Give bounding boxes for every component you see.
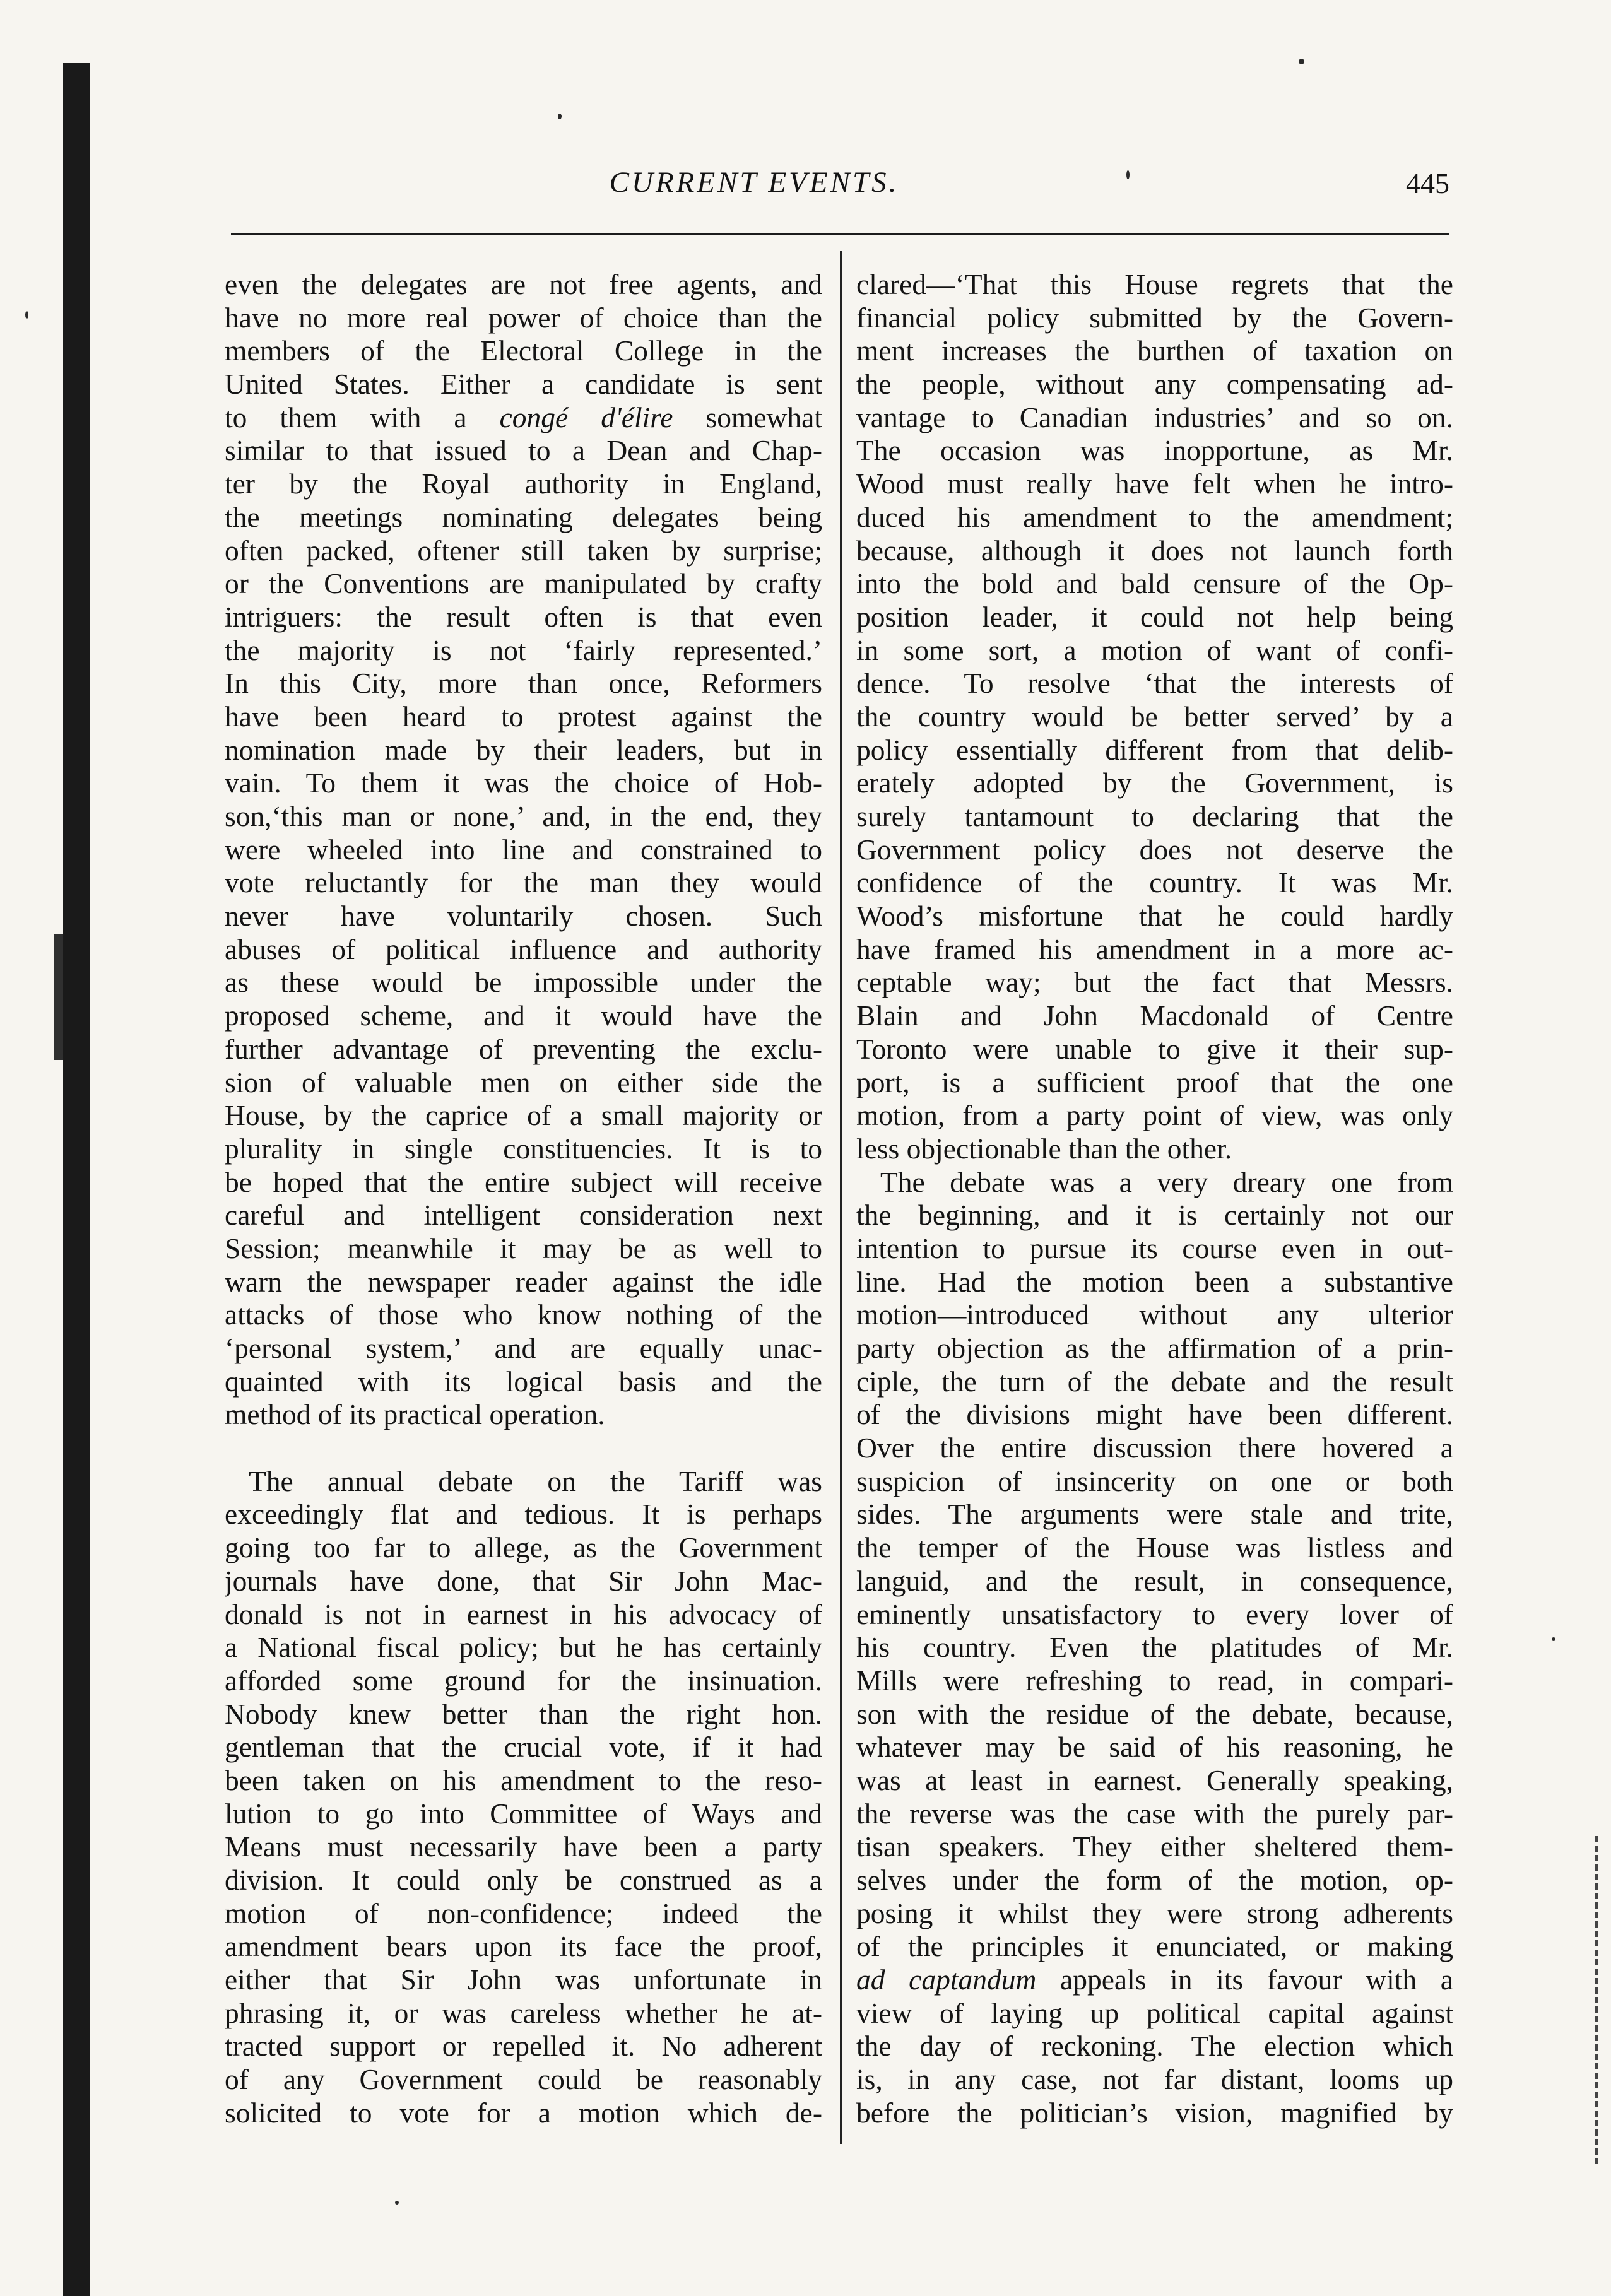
text-line: the country would be better served’ by a bbox=[856, 700, 1453, 733]
text-line: House, by the caprice of a small majority or bbox=[225, 1099, 822, 1132]
text-line: Government policy does not deserve the bbox=[856, 833, 1453, 866]
text-line: in some sort, a motion of want of confi- bbox=[856, 633, 1453, 666]
paragraph-gap bbox=[225, 1432, 822, 1465]
text-line: vain. To them it was the choice of Hob- bbox=[225, 767, 822, 799]
text-line: be hoped that the entire subject will receive bbox=[225, 1165, 822, 1198]
scan-binding-edge bbox=[63, 63, 90, 2296]
text-line: party objection as the affirmation of a prin- bbox=[856, 1332, 1453, 1364]
left-column bbox=[225, 268, 822, 2130]
text-line: line. Had the motion been a substantive bbox=[856, 1265, 1453, 1298]
text-line: Wood’s misfortune that he could hardly bbox=[856, 900, 1453, 933]
text-line: sion of valuable men on either side the bbox=[225, 1066, 822, 1098]
text-line: the beginning, and it is certainly not our bbox=[856, 1199, 1453, 1232]
text-line: erately adopted by the Government, is bbox=[856, 767, 1453, 799]
text-line bbox=[856, 1963, 1453, 1997]
text-line: of the divisions might have been different. bbox=[856, 1398, 1453, 1431]
scan-speck bbox=[395, 2201, 399, 2205]
text-line: motion of non-confidence; indeed the bbox=[225, 1897, 822, 1929]
text-line: before the politician’s vision, magnified by bbox=[856, 2096, 1453, 2129]
text-line: have no more real power of choice than the bbox=[225, 301, 822, 334]
text-line: eminently unsatisfactory to every lover of bbox=[856, 1598, 1453, 1630]
text-line: policy essentially different from that delib- bbox=[856, 733, 1453, 766]
text-line: the majority is not ‘fairly represented.’ bbox=[225, 633, 822, 666]
text-line: Toronto were unable to give it their sup- bbox=[856, 1032, 1453, 1065]
text-line: further advantage of preventing the exclu- bbox=[225, 1032, 822, 1065]
text-line: solicited to vote for a motion which de- bbox=[225, 2096, 822, 2129]
text-line: The occasion was inopportune, as Mr. bbox=[856, 434, 1453, 467]
text-line: view of laying up political capital against bbox=[856, 1996, 1453, 2029]
text-line: dence. To resolve ‘that the interests of bbox=[856, 667, 1453, 700]
text-line: clared—‘That this House regrets that the bbox=[856, 268, 1453, 300]
text-line: suspicion of insincerity on one or both bbox=[856, 1464, 1453, 1497]
text-line: amendment bears upon its face the proof, bbox=[225, 1930, 822, 1963]
scan-margin-marks bbox=[1595, 1836, 1602, 2164]
text-line: In this City, more than once, Reformers bbox=[225, 667, 822, 700]
scan-binding-stain bbox=[54, 934, 63, 1060]
text-line: is, in any case, not far distant, looms up bbox=[856, 2063, 1453, 2096]
text-line: going too far to allege, as the Government bbox=[225, 1531, 822, 1564]
right-column bbox=[856, 268, 1453, 2130]
text-line: port, is a sufficient proof that the one bbox=[856, 1066, 1453, 1098]
text-line: United States. Either a candidate is sent bbox=[225, 368, 822, 401]
text-line: often packed, oftener still taken by surprise; bbox=[225, 534, 822, 567]
text-line: either that Sir John was unfortunate in bbox=[225, 1963, 822, 1996]
column-divider bbox=[840, 251, 842, 2144]
text-line: proposed scheme, and it would have the bbox=[225, 999, 822, 1032]
text-line: similar to that issued to a Dean and Chap- bbox=[225, 434, 822, 467]
text-line: warn the newspaper reader against the idle bbox=[225, 1265, 822, 1298]
scan-speck bbox=[1552, 1637, 1555, 1641]
text-line: been taken on his amendment to the reso- bbox=[225, 1763, 822, 1796]
text-line: The annual debate on the Tariff was bbox=[249, 1464, 822, 1497]
scan-speck bbox=[1126, 170, 1130, 179]
text-line: Nobody knew better than the right hon. bbox=[225, 1697, 822, 1730]
text-line: the meetings nominating delegates being bbox=[225, 500, 822, 533]
text-line: surely tantamount to declaring that the bbox=[856, 800, 1453, 832]
text-line: financial policy submitted by the Govern- bbox=[856, 301, 1453, 334]
scan-speck bbox=[25, 311, 28, 319]
text-line: ‘personal system,’ and are equally unac- bbox=[225, 1332, 822, 1364]
text-line: have framed his amendment in a more ac- bbox=[856, 933, 1453, 965]
text-line: were wheeled into line and constrained to bbox=[225, 833, 822, 866]
text-segment: to them with a bbox=[225, 401, 500, 433]
text-line: the day of reckoning. The election which bbox=[856, 2030, 1453, 2063]
text-line: sides. The arguments were stale and trite, bbox=[856, 1498, 1453, 1531]
italic-phrase: ad captandum bbox=[856, 1963, 1037, 1996]
text-line: the reverse was the case with the purely par- bbox=[856, 1797, 1453, 1830]
text-line: Means must necessarily have been a party bbox=[225, 1830, 822, 1863]
header-rule bbox=[231, 233, 1449, 235]
text-line: careful and intelligent consideration next bbox=[225, 1199, 822, 1232]
text-line: journals have done, that Sir John Mac- bbox=[225, 1564, 822, 1597]
text-line: vantage to Canadian industries’ and so on. bbox=[856, 401, 1453, 433]
text-line: afforded some ground for the insinuation. bbox=[225, 1664, 822, 1697]
text-line: motion, from a party point of view, was only bbox=[856, 1099, 1453, 1132]
text-line: phrasing it, or was careless whether he at- bbox=[225, 1996, 822, 2029]
text-line: position leader, it could not help being bbox=[856, 600, 1453, 633]
text-line: members of the Electoral College in the bbox=[225, 334, 822, 367]
text-line: attacks of those who know nothing of the bbox=[225, 1298, 822, 1331]
text-line: method of its practical operation. bbox=[225, 1398, 605, 1431]
text-line: division. It could only be construed as a bbox=[225, 1864, 822, 1896]
text-line: into the bold and bald censure of the Op- bbox=[856, 567, 1453, 600]
text-line: Session; meanwhile it may be as well to bbox=[225, 1232, 822, 1264]
text-line: abuses of political influence and authority bbox=[225, 933, 822, 965]
text-line: nomination made by their leaders, but in bbox=[225, 733, 822, 766]
text-line bbox=[225, 401, 822, 435]
page-number: 445 bbox=[1406, 167, 1449, 199]
text-line: was at least in earnest. Generally speaking, bbox=[856, 1763, 1453, 1796]
text-line: his country. Even the platitudes of Mr. bbox=[856, 1631, 1453, 1664]
text-line: intriguers: the result often is that even bbox=[225, 600, 822, 633]
text-segment: somewhat bbox=[673, 401, 822, 433]
text-line: donald is not in earnest in his advocacy of bbox=[225, 1598, 822, 1630]
text-line: Over the entire discussion there hovered a bbox=[856, 1432, 1453, 1464]
text-line: whatever may be said of his reasoning, he bbox=[856, 1731, 1453, 1763]
text-line: ceptable way; but the fact that Messrs. bbox=[856, 966, 1453, 999]
scan-speck bbox=[1299, 59, 1304, 64]
italic-phrase: congé d'élire bbox=[499, 401, 673, 433]
text-line: vote reluctantly for the man they would bbox=[225, 866, 822, 899]
text-line: Mills were refreshing to read, in compari- bbox=[856, 1664, 1453, 1697]
scan-speck bbox=[558, 114, 562, 119]
text-line: plurality in single constituencies. It is to bbox=[225, 1132, 822, 1165]
text-line: the people, without any compensating ad- bbox=[856, 368, 1453, 401]
text-line: Blain and John Macdonald of Centre bbox=[856, 999, 1453, 1032]
text-line: ciple, the turn of the debate and the result bbox=[856, 1365, 1453, 1398]
text-line: as these would be impossible under the bbox=[225, 966, 822, 999]
text-line: ment increases the burthen of taxation on bbox=[856, 334, 1453, 367]
running-title: CURRENT EVENTS. bbox=[609, 166, 899, 199]
text-line: tisan speakers. They either sheltered them- bbox=[856, 1830, 1453, 1863]
text-segment: appeals in its favour with a bbox=[1036, 1963, 1453, 1996]
text-line: of the principles it enunciated, or making bbox=[856, 1930, 1453, 1963]
text-line: motion—introduced without any ulterior bbox=[856, 1298, 1453, 1331]
text-line: tracted support or repelled it. No adherent bbox=[225, 2030, 822, 2063]
text-line: confidence of the country. It was Mr. bbox=[856, 866, 1453, 899]
text-line: lution to go into Committee of Ways and bbox=[225, 1797, 822, 1830]
text-line: Wood must really have felt when he intro- bbox=[856, 468, 1453, 500]
text-line: son,‘this man or none,’ and, in the end, they bbox=[225, 800, 822, 832]
text-line: posing it whilst they were strong adherents bbox=[856, 1897, 1453, 1929]
text-line: The debate was a very dreary one from bbox=[880, 1165, 1453, 1198]
text-line: never have voluntarily chosen. Such bbox=[225, 900, 822, 933]
text-line: exceedingly flat and tedious. It is perhaps bbox=[225, 1498, 822, 1531]
text-line: selves under the form of the motion, op- bbox=[856, 1864, 1453, 1896]
text-line: a National fiscal policy; but he has certainly bbox=[225, 1631, 822, 1664]
text-line: even the delegates are not free agents, and bbox=[225, 268, 822, 300]
text-line: less objectionable than the other. bbox=[856, 1132, 1232, 1165]
text-line: gentleman that the crucial vote, if it had bbox=[225, 1731, 822, 1763]
text-line: of any Government could be reasonably bbox=[225, 2063, 822, 2096]
text-line: ter by the Royal authority in England, bbox=[225, 468, 822, 500]
text-line: languid, and the result, in consequence, bbox=[856, 1564, 1453, 1597]
text-line: or the Conventions are manipulated by crafty bbox=[225, 567, 822, 600]
text-line: son with the residue of the debate, because, bbox=[856, 1697, 1453, 1730]
text-line: because, although it does not launch forth bbox=[856, 534, 1453, 567]
text-line: duced his amendment to the amendment; bbox=[856, 500, 1453, 533]
text-line: quainted with its logical basis and the bbox=[225, 1365, 822, 1398]
text-line: intention to pursue its course even in out- bbox=[856, 1232, 1453, 1264]
text-line: the temper of the House was listless and bbox=[856, 1531, 1453, 1564]
text-line: have been heard to protest against the bbox=[225, 700, 822, 733]
